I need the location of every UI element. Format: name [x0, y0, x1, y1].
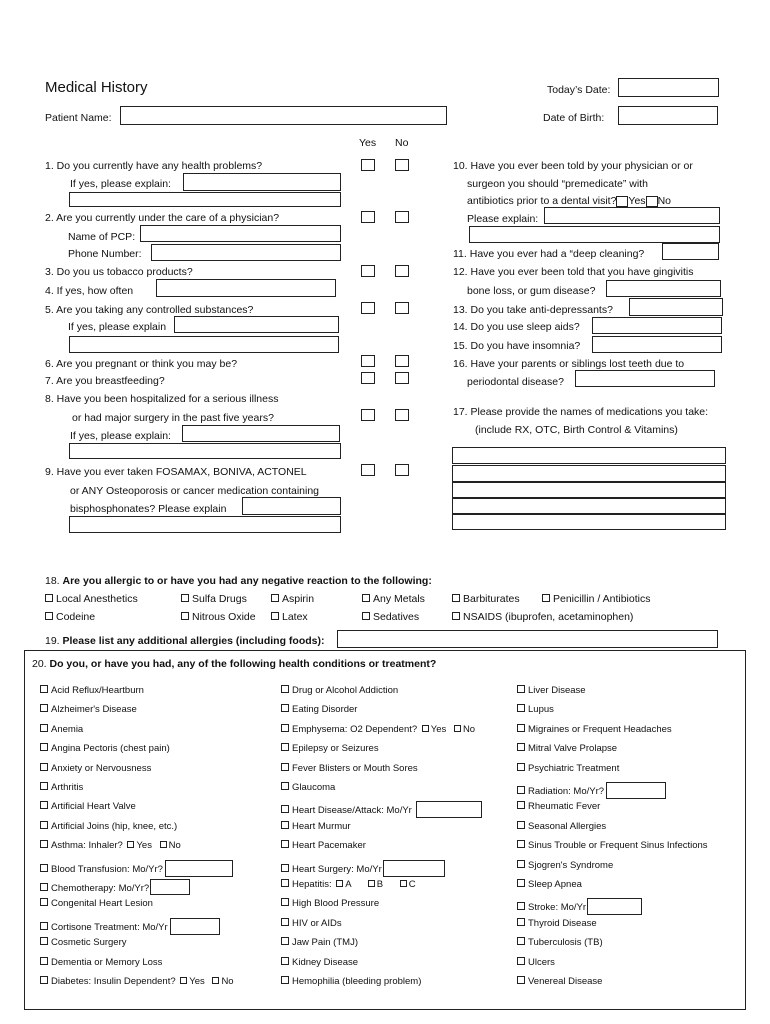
checkbox-icon — [281, 685, 289, 693]
condition-item[interactable] — [517, 860, 613, 871]
condition-item[interactable] — [517, 840, 708, 851]
checkbox-icon — [517, 786, 525, 794]
condition-label: Angina Pectoris (chest pain) — [51, 743, 170, 755]
q10-explain-field[interactable] — [544, 207, 720, 224]
condition-label: Cosmetic Surgery — [51, 937, 127, 949]
allergy-sedatives[interactable]: Sedatives — [362, 611, 419, 623]
q8-explain-field-2[interactable] — [69, 443, 341, 459]
checkbox-icon — [181, 594, 189, 602]
checkbox-icon — [542, 594, 550, 602]
condition-item[interactable] — [517, 937, 603, 948]
q8-yes-checkbox[interactable] — [361, 409, 375, 421]
q1-explain-label: If yes, please explain: — [70, 178, 171, 190]
condition-label: Heart Disease/Attack: Mo/Yr — [292, 805, 412, 817]
q8-text-b: or had major surgery in the past five years? — [72, 412, 274, 424]
q19-allergies-field[interactable] — [337, 630, 718, 648]
q11-text: 11. Have you ever had a “deep cleaning? — [453, 248, 645, 260]
condition-label: Asthma: Inhaler? — [51, 840, 123, 852]
q8-no-checkbox[interactable] — [395, 409, 409, 421]
checkbox-icon — [517, 937, 525, 945]
page-title: Medical History — [45, 79, 148, 96]
q14-text: 14. Do you use sleep aids? — [453, 321, 580, 333]
checkbox-icon — [281, 704, 289, 712]
condition-label: Hepatitis: — [292, 879, 332, 890]
allergy-codeine[interactable]: Codeine — [45, 611, 95, 623]
checkbox-icon — [45, 594, 53, 602]
q1-explain-field-2[interactable] — [69, 192, 341, 207]
heart-surgery-date-field[interactable] — [383, 860, 445, 877]
patient-name-field[interactable] — [120, 106, 447, 125]
condition-label: Alzheimer's Disease — [51, 704, 137, 716]
checkbox-icon — [517, 704, 525, 712]
checkbox-icon — [281, 957, 289, 965]
condition-label: Arthritis — [51, 782, 84, 793]
condition-item[interactable] — [281, 840, 366, 851]
q9-no-checkbox[interactable] — [395, 464, 409, 476]
condition-label: Psychiatric Treatment — [528, 762, 620, 774]
q3-yes-checkbox[interactable] — [361, 265, 375, 277]
condition-label: Artificial Heart Valve — [51, 801, 136, 813]
checkbox-icon — [181, 612, 189, 620]
q12-text-b: bone loss, or gum disease? — [467, 285, 596, 297]
checkbox-icon — [452, 594, 460, 602]
q18-heading: 18. Are you allergic to or have you had any negative reaction to the following: — [45, 575, 432, 587]
q16-field[interactable] — [575, 370, 715, 387]
blood-transfusion-date-field[interactable] — [165, 860, 233, 877]
q3-text: 3. Do you us tobacco products? — [45, 266, 193, 278]
allergy-barbiturates[interactable]: Barbiturates — [452, 593, 520, 605]
q9-explain-field-2[interactable] — [69, 516, 341, 533]
q17-med-field-1[interactable] — [452, 447, 726, 464]
q15-field[interactable] — [592, 336, 722, 353]
q5-explain-field[interactable] — [174, 316, 339, 333]
q6-text: 6. Are you pregnant or think you may be? — [45, 358, 238, 370]
condition-label: Seasonal Allergies — [528, 820, 607, 832]
q5-explain-label: If yes, please explain — [68, 321, 167, 333]
checkbox-icon — [517, 976, 525, 984]
q5-yes-checkbox[interactable] — [361, 302, 375, 314]
checkbox-icon — [517, 957, 525, 965]
condition-label: Ulcers — [528, 956, 555, 968]
condition-label: Chemotherapy: Mo/Yr? — [51, 883, 150, 894]
condition-label: Heart Pacemaker — [292, 840, 366, 852]
condition-label: Epilepsy or Seizures — [292, 743, 379, 755]
todays-date-label: Today’s Date: — [547, 84, 611, 96]
condition-item[interactable] — [517, 801, 600, 812]
q10-explain-label: Please explain: — [467, 213, 539, 225]
condition-item[interactable] — [517, 685, 586, 696]
condition-label: Kidney Disease — [292, 956, 359, 968]
checkbox-icon — [281, 918, 289, 926]
condition-item[interactable] — [517, 782, 666, 799]
q15-text: 15. Do you have insomnia? — [453, 340, 581, 352]
condition-item[interactable] — [40, 860, 233, 877]
q13-text: 13. Do you take anti-depressants? — [453, 304, 613, 316]
checkbox-icon — [40, 840, 48, 848]
q9-text-c: bisphosphonates? Please explain — [70, 503, 227, 515]
q2-phone-field[interactable] — [151, 244, 341, 261]
q17-med-field-2[interactable] — [452, 465, 726, 482]
condition-item[interactable] — [40, 957, 162, 968]
condition-item[interactable] — [40, 782, 83, 793]
q10-yes-checkbox[interactable] — [616, 196, 628, 207]
q1-text: 1. Do you currently have any health problems? — [45, 160, 263, 172]
q12-text: 12. Have you ever been told that you have gingivitis — [453, 266, 694, 278]
condition-label: Migraines or Frequent Headaches — [528, 723, 672, 735]
condition-item[interactable] — [40, 704, 137, 715]
q17-text-b: (include RX, OTC, Birth Control & Vitamins) — [475, 424, 678, 436]
condition-label: Sinus Trouble or Frequent Sinus Infections — [528, 840, 708, 852]
q16-text: 16. Have your parents or siblings lost teeth due to — [453, 358, 685, 370]
allergy-nsaids[interactable]: NSAIDS (ibuprofen, acetaminophen) — [452, 611, 633, 623]
condition-item[interactable]: Hepatitis: A B C — [281, 879, 416, 890]
checkbox-icon — [362, 594, 370, 602]
condition-label: HIV or AIDs — [292, 917, 342, 929]
q6-yes-checkbox[interactable] — [361, 355, 375, 367]
checkbox-icon — [517, 860, 525, 868]
condition-label: Stroke: Mo/Yr — [528, 902, 587, 914]
checkbox-icon — [281, 782, 289, 790]
todays-date-field[interactable] — [618, 78, 719, 97]
q8-explain-field[interactable] — [182, 425, 340, 442]
checkbox-icon — [271, 594, 279, 602]
checkbox-icon — [517, 724, 525, 732]
q14-field[interactable] — [592, 317, 722, 334]
q17-text: 17. Please provide the names of medications you take: — [453, 406, 709, 418]
q2-yes-checkbox[interactable] — [361, 211, 375, 223]
condition-label: Jaw Pain (TMJ) — [292, 937, 358, 949]
q6-no-checkbox[interactable] — [395, 355, 409, 367]
checkbox-icon — [40, 937, 48, 945]
checkbox-icon — [452, 612, 460, 620]
q7-text: 7. Are you breastfeeding? — [45, 375, 165, 387]
condition-label: Lupus — [528, 704, 554, 716]
q1-no-checkbox[interactable] — [395, 159, 409, 171]
condition-label: Anxiety or Nervousness — [51, 762, 152, 774]
checkbox-icon — [517, 763, 525, 771]
allergy-penicillin[interactable]: Penicillin / Antibiotics — [542, 593, 650, 605]
checkbox-icon — [517, 879, 525, 887]
condition-label: Congenital Heart Lesion — [51, 898, 153, 910]
condition-item[interactable]: Diabetes: Insulin Dependent? Yes No — [40, 976, 234, 987]
condition-label: Venereal Disease — [528, 976, 603, 987]
allergy-sulfa-drugs[interactable]: Sulfa Drugs — [181, 593, 247, 605]
checkbox-icon — [40, 724, 48, 732]
allergy-latex[interactable]: Latex — [271, 611, 308, 623]
q10-explain-field-2[interactable] — [469, 226, 720, 243]
checkbox-icon — [40, 821, 48, 829]
condition-item[interactable] — [40, 685, 144, 696]
condition-label: Radiation: Mo/Yr? — [528, 786, 605, 797]
allergy-nitrous-oxide[interactable]: Nitrous Oxide — [181, 611, 256, 623]
condition-item[interactable] — [281, 743, 379, 754]
condition-label: Emphysema: O2 Dependent? — [292, 723, 418, 735]
q8-explain-label: If yes, please explain: — [70, 430, 171, 442]
condition-item[interactable] — [281, 763, 418, 774]
condition-item[interactable] — [281, 704, 357, 715]
q10-text-b: surgeon you should “premedicate” with — [467, 178, 648, 190]
condition-item[interactable] — [40, 879, 190, 895]
q4-field[interactable] — [156, 279, 336, 297]
condition-label: Blood Transfusion: Mo/Yr? — [51, 863, 163, 875]
q11-field[interactable] — [662, 243, 719, 260]
condition-item[interactable] — [517, 957, 555, 968]
q13-field[interactable] — [629, 298, 723, 316]
condition-label: High Blood Pressure — [292, 898, 380, 910]
q9-explain-field[interactable] — [242, 497, 341, 515]
condition-item[interactable] — [281, 918, 342, 929]
no-header: No — [395, 137, 409, 149]
checkbox-icon — [40, 801, 48, 809]
checkbox-icon — [40, 898, 48, 906]
condition-label: Tuberculosis (TB) — [528, 937, 603, 949]
q2-text: 2. Are you currently under the care of a physician? — [45, 212, 280, 224]
condition-label: Heart Murmur — [292, 820, 351, 832]
condition-item[interactable] — [281, 957, 358, 968]
q9-text: 9. Have you ever taken FOSAMAX, BONIVA, ACTONEL — [45, 466, 307, 478]
checkbox-icon — [40, 922, 48, 930]
checkbox-icon — [281, 937, 289, 945]
condition-item[interactable] — [517, 879, 582, 890]
checkbox-icon — [40, 743, 48, 751]
condition-label: Anemia — [51, 723, 84, 735]
condition-label: Diabetes: Insulin Dependent? — [51, 976, 176, 987]
checkbox-icon — [362, 612, 370, 620]
condition-label: Thyroid Disease — [528, 917, 597, 929]
condition-item[interactable] — [517, 743, 617, 754]
dob-label: Date of Birth: — [543, 112, 605, 124]
q4-text: 4. If yes, how often — [45, 285, 134, 297]
dob-field[interactable] — [618, 106, 718, 125]
checkbox-icon — [40, 864, 48, 872]
q17-med-field-4[interactable] — [452, 498, 726, 514]
checkbox-icon — [40, 763, 48, 771]
condition-label: Cortisone Treatment: Mo/Yr — [51, 921, 168, 933]
condition-item[interactable] — [517, 976, 602, 987]
condition-item[interactable] — [281, 937, 358, 948]
condition-label: Sleep Apnea — [528, 879, 582, 890]
condition-item[interactable] — [40, 801, 136, 812]
checkbox-icon — [517, 801, 525, 809]
q17-med-field-3[interactable] — [452, 482, 726, 498]
condition-label: Hemophilia (bleeding problem) — [292, 976, 422, 987]
q9-yes-checkbox[interactable] — [361, 464, 375, 476]
chemotherapy-date-field[interactable] — [150, 879, 190, 895]
q2-phone-label: Phone Number: — [68, 248, 142, 260]
q2-pcp-field[interactable] — [140, 225, 341, 242]
q9-text-b: or ANY Osteoporosis or cancer medication containing — [70, 485, 320, 497]
q16-text-b: periodontal disease? — [467, 376, 564, 388]
condition-item[interactable] — [281, 898, 379, 909]
checkbox-icon — [40, 976, 48, 984]
condition-item[interactable] — [40, 743, 170, 754]
condition-label: Rheumatic Fever — [528, 801, 601, 813]
q2-no-checkbox[interactable] — [395, 211, 409, 223]
cortisone-date-field[interactable] — [170, 918, 220, 935]
q10-no-checkbox[interactable] — [646, 196, 658, 207]
condition-item[interactable] — [281, 801, 482, 818]
checkbox-icon — [45, 612, 53, 620]
condition-item[interactable] — [40, 898, 153, 909]
q8-text: 8. Have you been hospitalized for a serious illness — [45, 393, 279, 405]
condition-item[interactable] — [517, 763, 619, 774]
condition-item[interactable] — [517, 821, 606, 832]
condition-label: Fever Blisters or Mouth Sores — [292, 762, 418, 774]
heart-disease-date-field[interactable] — [416, 801, 482, 818]
allergy-any-metals[interactable]: Any Metals — [362, 593, 425, 605]
checkbox-icon — [517, 840, 525, 848]
checkbox-icon — [40, 883, 48, 891]
condition-label: Dementia or Memory Loss — [51, 956, 163, 968]
condition-item[interactable] — [40, 821, 177, 832]
q5-no-checkbox[interactable] — [395, 302, 409, 314]
condition-item[interactable] — [40, 763, 151, 774]
condition-item[interactable] — [517, 918, 597, 929]
condition-item[interactable] — [517, 704, 554, 715]
condition-label: Eating Disorder — [292, 704, 358, 716]
q17-med-field-5[interactable] — [452, 514, 726, 530]
q7-yes-checkbox[interactable] — [361, 372, 375, 384]
condition-item[interactable] — [281, 782, 335, 793]
q10-text-c: antibiotics prior to a dental visit? Yes No — [467, 195, 671, 207]
condition-item[interactable] — [517, 898, 642, 915]
checkbox-icon — [40, 782, 48, 790]
checkbox-icon — [281, 864, 289, 872]
condition-label: Drug or Alcohol Addiction — [292, 685, 399, 696]
condition-item[interactable] — [281, 976, 421, 987]
checkbox-icon — [40, 704, 48, 712]
condition-item[interactable] — [517, 724, 672, 735]
q20-heading: 20. Do you, or have you had, any of the following health conditions or treatment? — [32, 658, 437, 670]
checkbox-icon — [517, 918, 525, 926]
condition-item[interactable] — [40, 937, 127, 948]
checkbox-icon — [281, 805, 289, 813]
q19-heading: 19. Please list any additional allergies (including foods): — [45, 635, 325, 647]
checkbox-icon — [281, 821, 289, 829]
condition-item[interactable] — [281, 860, 445, 877]
checkbox-icon — [517, 743, 525, 751]
checkbox-icon — [281, 724, 289, 732]
stroke-date-field[interactable] — [587, 898, 642, 915]
checkbox-icon — [517, 821, 525, 829]
checkbox-icon — [40, 957, 48, 965]
condition-item[interactable] — [281, 685, 398, 696]
allergy-local-anesthetics[interactable]: Local Anesthetics — [45, 593, 138, 605]
condition-label: Artificial Joins (hip, knee, etc.) — [51, 820, 178, 832]
checkbox-icon — [517, 902, 525, 910]
patient-name-label: Patient Name: — [45, 112, 112, 124]
condition-item[interactable] — [40, 724, 83, 735]
condition-label: Glaucoma — [292, 782, 336, 793]
condition-item[interactable]: Emphysema: O2 Dependent? Yes No — [281, 724, 475, 735]
q7-no-checkbox[interactable] — [395, 372, 409, 384]
q1-yes-checkbox[interactable] — [361, 159, 375, 171]
yes-header: Yes — [359, 137, 377, 149]
checkbox-icon — [281, 976, 289, 984]
q10-text: 10. Have you ever been told by your physician or or — [453, 160, 693, 172]
checkbox-icon — [281, 840, 289, 848]
checkbox-icon — [40, 685, 48, 693]
checkbox-icon — [271, 612, 279, 620]
condition-label: Mitral Valve Prolapse — [528, 743, 618, 755]
condition-label: Liver Disease — [528, 685, 586, 696]
checkbox-icon — [281, 743, 289, 751]
condition-label: Sjogren's Syndrome — [528, 859, 614, 871]
condition-item[interactable]: Asthma: Inhaler? Yes No — [40, 840, 181, 851]
radiation-date-field[interactable] — [606, 782, 666, 799]
condition-label: Acid Reflux/Heartburn — [51, 685, 144, 696]
q1-explain-field[interactable] — [183, 173, 341, 191]
q3-no-checkbox[interactable] — [395, 265, 409, 277]
q12-field[interactable] — [606, 280, 721, 297]
checkbox-icon — [517, 685, 525, 693]
condition-item[interactable] — [40, 918, 220, 935]
condition-item[interactable] — [281, 821, 351, 832]
condition-label: Heart Surgery: Mo/Yr — [292, 863, 382, 875]
checkbox-icon — [281, 879, 289, 887]
allergy-aspirin[interactable]: Aspirin — [271, 593, 314, 605]
q2-pcp-label: Name of PCP: — [68, 231, 136, 243]
q5-text: 5. Are you taking any controlled substances? — [45, 304, 254, 316]
checkbox-icon — [281, 898, 289, 906]
q5-explain-field-2[interactable] — [69, 336, 339, 353]
checkbox-icon — [281, 763, 289, 771]
